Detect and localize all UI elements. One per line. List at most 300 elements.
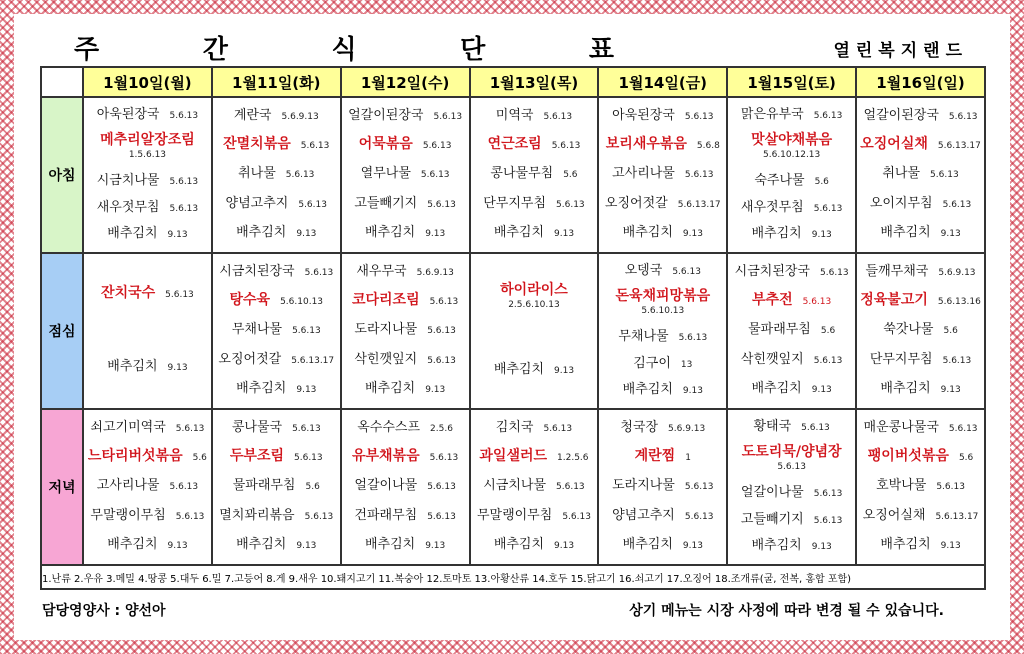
allergen-codes: 5.6.13 [300,141,330,152]
dish-name: 무말랭이무침 [90,507,166,523]
allergen-codes: 5.6.13.17 [937,141,981,152]
dietitian-label: 담당영양사 : 양선아 [42,603,166,619]
menu-item [88,107,207,124]
allergen-codes: 5.6.13 [556,482,585,493]
menu-item [732,445,851,475]
menu-item [732,352,851,369]
menu-cell [727,97,856,253]
allergen-codes: 5.6.13 [175,424,205,435]
menu-item [603,537,722,554]
allergen-codes: 5.6 [958,453,974,464]
dish-name: 두부조림 [229,448,284,465]
allergen-codes: 5.6.9.13 [416,268,454,279]
meal-label: 점심 [41,253,83,409]
dish-name: 배추김치 [880,536,931,552]
allergen-codes: 9.13 [682,228,703,239]
dish-name: 김치국 [495,420,534,436]
menu-item [88,226,207,243]
allergen-codes: 5.6.13 [948,112,978,123]
dish-name: 도토리묵/양념장 [741,444,842,461]
allergen-codes: 9.13 [940,228,961,239]
dish-name: 배추김치 [880,380,931,396]
menu-item [861,352,980,369]
allergen-codes: 2.5.6.10.13 [508,299,560,310]
title-char: 표 [588,34,614,65]
menu-item [88,359,207,376]
dish-name: 오징어젓갈 [604,195,668,211]
menu-item [732,293,851,310]
menu-item [475,166,594,183]
day-header: 1월13일(목) [470,67,599,97]
menu-item [346,225,465,242]
dish-name: 열무나물 [360,166,411,182]
dish-name: 배추김치 [236,380,287,396]
allergen-codes: 5.6 [943,326,958,337]
dish-name: 쑥갓나물 [883,322,934,338]
menu-cell [341,409,470,565]
dish-name: 배추김치 [236,536,287,552]
dish-name: 배추김치 [364,224,416,240]
day-header: 1월16일(일) [856,67,985,97]
dish-name: 얼갈이된장국 [348,108,424,124]
allergen-codes: 5.6.13 [298,199,327,210]
dish-name: 양념고추지 [612,507,675,523]
allergen-codes: 5.6.13 [169,110,199,121]
allergen-codes: 5.6.13 [813,355,843,366]
menu-item-list [213,100,340,250]
allergen-codes: 5.6.13 [429,297,459,308]
menu-item-list [84,100,211,250]
menu-cell [212,409,341,565]
menu-item [346,196,465,213]
allergen-codes: 5.6.13 [427,199,456,210]
menu-item-list [599,256,726,406]
allergen-codes: 5.6.13 [930,170,959,181]
dish-name: 새우무국 [356,264,407,280]
menu-item [732,512,851,529]
menu-item [217,137,336,154]
allergen-codes: 5.6.13 [292,424,321,435]
allergen-codes: 5.6.13 [813,203,843,214]
allergen-codes: 5.6.13 [820,268,849,279]
allergen-codes: 9.13 [167,230,188,241]
allergen-codes: 5.6.13 [169,176,199,187]
menu-item [603,508,722,525]
menu-item [346,108,465,125]
allergen-codes: 5.6.13 [678,332,708,343]
dish-name: 청국장 [620,420,659,436]
dish-name: 매운콩나물국 [863,420,939,436]
menu-item [475,420,594,437]
allergen-codes: 5.6.13 [304,268,334,279]
day-header: 1월12일(수) [341,67,470,97]
dish-name: 쇠고기미역국 [90,420,166,436]
dish-name: 돈육채피망볶음 [615,288,711,305]
menu-item [217,196,336,213]
dish-name: 물파래무침 [748,322,811,338]
allergen-codes: 5.6.13 [427,482,456,493]
dish-name: 아욱된장국 [96,106,160,122]
menu-item [475,137,594,154]
dish-name: 코다리조림 [351,292,420,309]
menu-item-list [857,100,984,250]
menu-cell [83,409,212,565]
menu-cell [83,253,212,409]
meal-label: 저녁 [41,409,83,565]
dish-name: 배추김치 [622,536,673,552]
allergen-codes: 5.6.13 [427,355,456,366]
allergen-codes: 9.13 [167,540,188,551]
dish-name: 배추김치 [493,224,545,240]
allergen-codes: 5.6.13 [813,515,843,526]
dish-name: 배추김치 [364,380,416,396]
menu-item [861,381,980,398]
allergen-codes: 1.5.6.13 [128,150,167,161]
menu-item [603,478,722,495]
allergen-codes: 5.6 [563,170,578,181]
dish-name: 팽이버섯볶음 [867,448,949,465]
allergen-codes: 9.13 [682,540,703,551]
dish-name: 시금치나물 [96,172,160,188]
menu-cell [341,253,470,409]
dish-name: 맛살야채볶음 [751,132,833,149]
dish-name: 배추김치 [880,224,931,240]
dish-name: 하이라이스 [500,281,568,298]
menu-item [346,322,465,339]
allergen-codes: 9.13 [296,228,317,239]
menu-item [217,293,336,310]
dish-name: 오징어실채 [860,136,928,153]
menu-item [732,133,851,163]
dish-name: 잔멸치볶음 [223,136,291,153]
menu-cell [470,409,599,565]
allergen-codes: 5.6.13 [427,326,456,337]
day-header-row [41,67,985,97]
menu-item [861,137,980,154]
dish-name: 배추김치 [751,380,802,396]
allergen-codes: 9.13 [425,384,446,395]
dish-name: 얼갈이나물 [354,478,418,494]
dish-name: 어묵볶음 [358,136,413,153]
menu-item-list [599,100,726,250]
menu-item [88,478,207,495]
dish-name: 부추전 [752,292,793,309]
dish-name: 배추김치 [751,538,802,554]
dish-name: 맑은유부국 [740,106,804,122]
menu-item [346,420,465,437]
menu-item-list [213,256,340,406]
dinner-row [41,409,985,565]
allergen-codes: 5.6.13 [672,266,701,277]
allergen-codes: 5.6 [820,326,836,337]
dish-name: 단무지무침 [483,195,547,211]
menu-item-list [728,100,855,250]
menu-cell [856,253,985,409]
allergen-legend-row [41,565,985,589]
allergen-codes: 5.6.13 [802,297,832,308]
allergen-codes: 5.6.9.13 [668,424,706,435]
menu-item [217,478,336,495]
allergen-codes: 5.6.13 [684,112,714,123]
menu-item [475,537,594,554]
menu-item [732,485,851,502]
allergen-codes: 5.6.13 [562,511,591,522]
menu-item [861,108,980,125]
menu-item-list [342,256,469,406]
menu-item-list [471,412,598,562]
menu-item [217,264,336,281]
dish-name: 고사리나물 [96,478,160,494]
allergen-codes: 5.6.13 [420,170,450,181]
dish-name: 숙주나물 [754,172,805,188]
menu-item [475,283,594,313]
menu-item [346,137,465,154]
dish-name: 배추김치 [107,226,158,242]
dish-name: 미역국 [495,108,534,124]
dish-name: 얼갈이된장국 [863,108,939,124]
menu-item [603,356,722,373]
menu-item-list [857,412,984,562]
dish-name: 무말랭이무침 [476,507,553,523]
dish-name: 시금치된장국 [219,264,295,280]
menu-item [732,419,851,436]
dish-name: 새우젓무침 [96,199,160,215]
allergen-codes: 5.6.13 [292,326,321,337]
menu-cell [727,409,856,565]
allergen-codes: 5.6.13 [169,203,199,214]
menu-item [475,225,594,242]
meal-label: 아침 [41,97,83,253]
menu-cell [470,97,599,253]
menu-item [346,449,465,466]
dish-name: 옥수수스프 [357,420,421,436]
dish-name: 계란국 [233,108,272,124]
menu-item [861,478,980,495]
menu-item [603,382,722,399]
menu-item-list [84,256,211,406]
day-header: 1월15일(토) [727,67,856,97]
menu-item [88,537,207,554]
allergen-codes: 5.6 [814,176,829,187]
allergen-codes: 5.6.13 [543,424,573,435]
allergen-codes: 5.6.13 [684,511,714,522]
menu-item [861,449,980,466]
menu-item [217,508,336,525]
dish-name: 도라지나물 [612,478,675,494]
dish-name: 배추김치 [493,536,545,552]
allergen-codes: 9.13 [554,366,575,377]
dish-name: 무채나물 [618,328,669,344]
menu-cell [470,253,599,409]
dish-name: 얼갈이나물 [740,484,804,500]
allergen-codes: 5.6.10.13 [641,306,685,317]
menu-item [346,264,465,281]
menu-item [88,449,207,466]
allergen-codes: 5.6.13 [948,424,978,435]
menu-cell [856,97,985,253]
menu-item [217,420,336,437]
allergen-codes: 9.13 [811,542,832,553]
allergen-codes: 5.6.13 [433,112,463,123]
menu-cell [212,97,341,253]
menu-item [475,362,594,379]
menu-item-list [471,256,598,406]
allergen-codes: 5.6.13 [813,110,843,121]
dish-name: 오이지무침 [869,195,933,211]
menu-item [603,449,722,466]
menu-cell [341,97,470,253]
dish-name: 오징어실채 [862,507,926,523]
dish-name: 유부채볶음 [351,448,420,465]
menu-item [217,108,336,125]
allergen-codes: 1.2.5.6 [557,453,589,464]
lunch-row [41,253,985,409]
allergen-codes: 5.6.10.13 [280,297,324,308]
allergen-codes: 5.6.13.17 [291,355,335,366]
day-header: 1월11일(화) [212,67,341,97]
allergen-codes: 9.13 [554,228,575,239]
dish-name: 배추김치 [107,536,158,552]
dish-name: 호박나물 [876,478,927,494]
menu-item [861,293,980,310]
allergen-codes: 5.6.13.16 [937,297,981,308]
menu-item [475,449,594,466]
dish-name: 느타리버섯볶음 [87,448,183,465]
allergen-codes: 5.6.8 [696,141,720,152]
menu-item [475,508,594,525]
allergen-codes: 5.6.13 [813,488,843,499]
menu-item-list [213,412,340,562]
allergen-codes: 5.6.13 [777,462,806,473]
menu-item-list [342,412,469,562]
menu-item [861,508,980,525]
title-char: 간 [202,34,228,65]
dish-name: 고들빼기지 [354,195,418,211]
menu-cell [598,253,727,409]
dish-name: 시금치나물 [483,478,547,494]
menu-item [603,108,722,125]
allergen-codes: 5.6.9.13 [281,112,319,123]
dish-name: 도라지나물 [354,322,418,338]
dish-name: 아욱된장국 [612,108,675,124]
allergen-codes: 5.6.13 [684,482,714,493]
allergen-codes: 9.13 [682,386,703,397]
allergen-codes: 5.6 [305,482,320,493]
menu-item [88,200,207,217]
allergen-codes: 13 [680,359,693,370]
menu-item [346,478,465,495]
allergen-codes: 5.6.13 [801,422,830,433]
dish-name: 콩나물무침 [490,166,554,182]
dish-name: 물파래무침 [232,478,296,494]
menu-item-list [728,412,855,562]
menu-item [861,225,980,242]
dish-name: 김구이 [633,355,671,371]
menu-item [88,420,207,437]
dish-name: 오뎅국 [624,262,663,278]
menu-item [732,200,851,217]
menu-item [861,264,980,281]
allergen-codes: 9.13 [940,384,961,395]
menu-cell [727,253,856,409]
menu-item [861,537,980,554]
allergen-codes: 5.6.13 [422,141,452,152]
dish-name: 단무지무침 [869,351,933,367]
menu-item [861,322,980,339]
allergen-codes: 5.6.13 [936,482,965,493]
menu-cell [856,409,985,565]
menu-item [732,322,851,339]
menu-item [732,226,851,243]
menu-item [603,196,722,213]
dish-name: 건파래무침 [354,507,418,523]
allergen-codes: 5.6.13.17 [677,199,721,210]
dish-name: 취나물 [238,166,276,182]
title-char: 주 [74,34,100,65]
menu-item [603,289,722,319]
menu-item [603,225,722,242]
menu-cell [598,97,727,253]
dish-name: 배추김치 [751,226,802,242]
allergen-codes: 5.6.13 [294,453,323,464]
menu-item [217,225,336,242]
dish-name: 정육불고기 [860,292,928,309]
allergen-codes: 5.6.13 [304,511,334,522]
menu-item [88,133,207,163]
breakfast-row [41,97,985,253]
dish-name: 보리새우볶음 [605,136,687,153]
dish-name: 배추김치 [493,362,545,378]
menu-item [732,173,851,190]
dish-name: 무채나물 [231,322,283,338]
menu-item-list [84,412,211,562]
day-header: 1월14일(금) [598,67,727,97]
menu-item [346,166,465,183]
dish-name: 과일샐러드 [479,448,548,465]
allergen-codes: 9.13 [167,363,188,373]
allergen-codes: 5.6.13 [285,170,315,181]
menu-cell [83,97,212,253]
menu-item [475,478,594,495]
allergen-codes: 9.13 [554,540,575,551]
dish-name: 배추김치 [236,224,287,240]
allergen-codes: 5.6.13 [942,199,972,210]
menu-item [346,508,465,525]
allergen-codes: 5.6.13 [427,511,456,522]
dish-name: 고사리나물 [612,166,675,182]
menu-item [603,137,722,154]
menu-item [603,166,722,183]
menu-item-list [857,256,984,406]
menu-cell [212,253,341,409]
dish-name: 새우젓무침 [740,199,804,215]
menu-item [861,420,980,437]
dish-name: 배추김치 [364,536,416,552]
dish-name: 메추리알장조림 [100,132,195,149]
dish-name: 배추김치 [622,224,673,240]
allergen-codes: 5.6.13 [175,511,205,522]
menu-item [861,196,980,213]
dish-name: 계란찜 [634,448,676,465]
menu-item [732,107,851,124]
allergen-codes: 9.13 [296,384,317,395]
menu-item-list [342,100,469,250]
dish-name: 황태국 [753,418,792,434]
menu-item [603,329,722,346]
allergen-codes: 9.13 [296,540,317,551]
menu-item [88,508,207,525]
allergen-codes: 5.6.13 [551,141,581,152]
